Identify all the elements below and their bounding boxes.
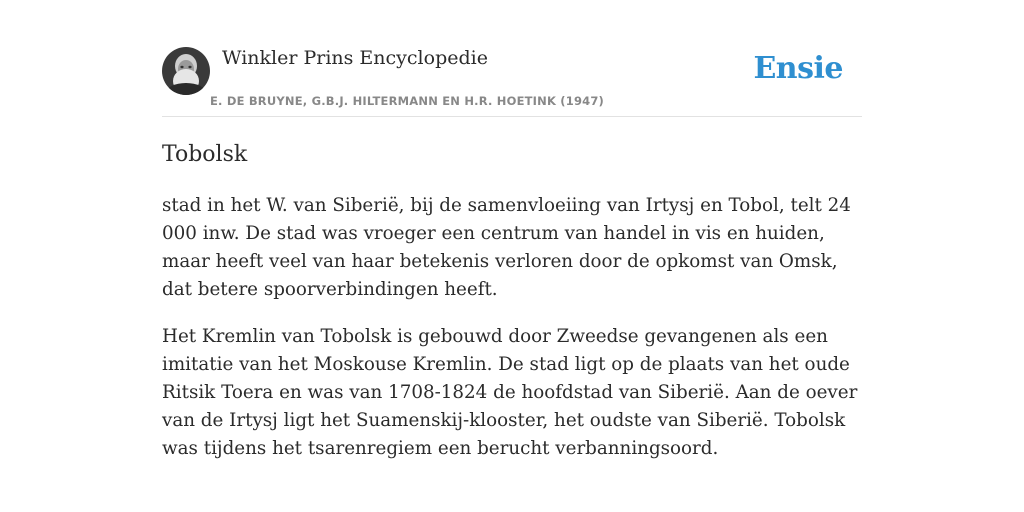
article-title: Tobolsk [162, 142, 248, 167]
authors-credit: E. DE BRUYNE, G.B.J. HILTERMANN EN H.R. HOETINK (1947) [210, 94, 605, 108]
article-paragraph: Het Kremlin van Tobolsk is gebouwd door Zweedse gevangenen als een imitatie van het Moskouse Kremlin. De stad ligt op de plaats van het oude Ritsik Toera en was van 1708-1824 de hoofdstad van Siberië. Aan de oever van de Irtysj ligt het Suamenskij-klooster, het oudste van Siberië. Tobolsk was tijdens het tsarenregiem een berucht verbanningsoord. [162, 326, 858, 459]
encyclopedia-title[interactable]: Winkler Prins Encyclopedie [222, 47, 488, 69]
page [162, 0, 862, 512]
ensie-logo[interactable]: Ensie [753, 51, 843, 86]
article-paragraph: stad in het W. van Siberië, bij de samenvloeiing van Irtysj en Tobol, telt 24 000 inw. De stad was vroeger een centrum van handel in vis en huiden, maar heeft veel van haar betekenis verloren door de opkomst van Omsk, dat betere spoorverbindingen heeft. [162, 195, 851, 300]
site-header [162, 0, 862, 117]
author-avatar[interactable] [162, 47, 210, 95]
article-body [162, 192, 862, 482]
